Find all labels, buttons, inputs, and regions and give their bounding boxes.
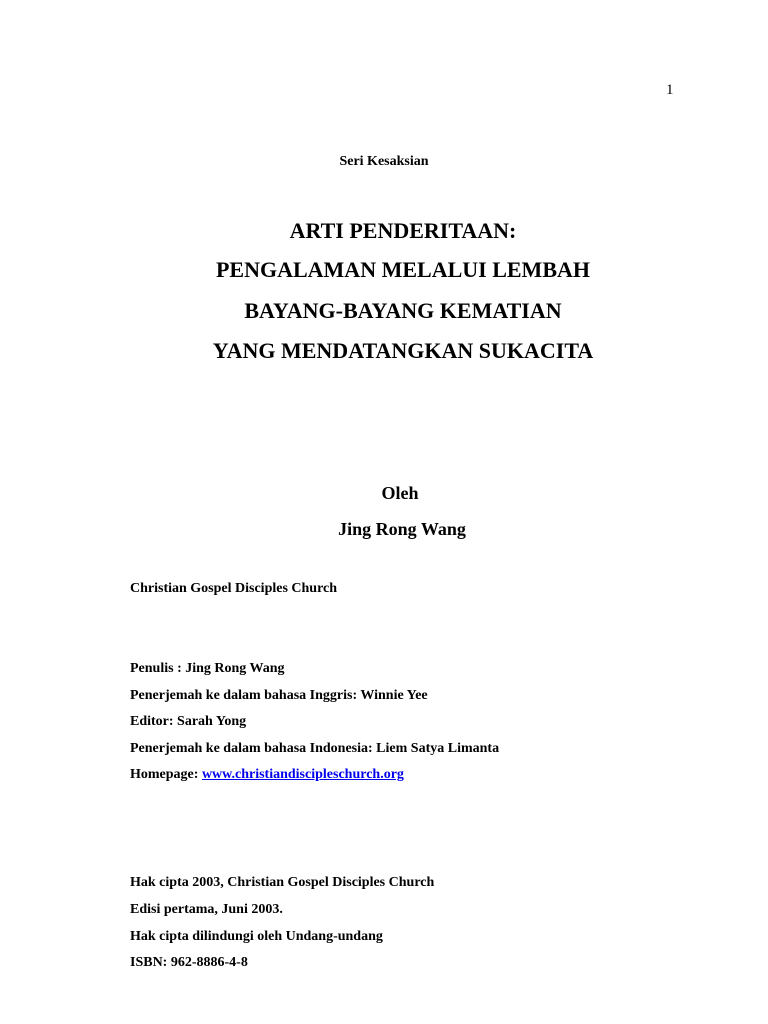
credit-writer: Penulis : Jing Rong Wang xyxy=(130,661,285,676)
organization-name: Christian Gospel Disciples Church xyxy=(130,581,338,596)
series-label: Seri Kesaksian xyxy=(339,154,429,169)
credit-editor: Editor: Sarah Yong xyxy=(130,714,247,729)
homepage-link[interactable]: www.christiandiscipleschurch.org xyxy=(201,767,404,782)
copyright-line: Hak cipta 2003, Christian Gospel Disciples Church xyxy=(130,875,435,890)
title-line-3: BAYANG-BAYANG KEMATIAN xyxy=(244,298,562,323)
edition-line: Edisi pertama, Juni 2003. xyxy=(130,902,283,917)
by-label: Oleh xyxy=(381,483,419,503)
title-line-2: PENGALAMAN MELALUI LEMBAH xyxy=(215,257,590,282)
author-name: Jing Rong Wang xyxy=(338,519,466,539)
isbn-line: ISBN: 962-8886-4-8 xyxy=(130,955,248,970)
page-number: 1 xyxy=(666,82,674,98)
title-line-1: ARTI PENDERITAAN: xyxy=(289,218,517,243)
homepage-label: Homepage: xyxy=(130,767,199,782)
homepage-line xyxy=(130,767,404,783)
title-line-4: YANG MENDATANGKAN SUKACITA xyxy=(212,338,594,363)
credit-indonesian-translator: Penerjemah ke dalam bahasa Indonesia: Liem Satya Limanta xyxy=(130,741,500,756)
credit-english-translator: Penerjemah ke dalam bahasa Inggris: Winnie Yee xyxy=(130,688,428,703)
rights-line: Hak cipta dilindungi oleh Undang-undang xyxy=(130,929,383,944)
